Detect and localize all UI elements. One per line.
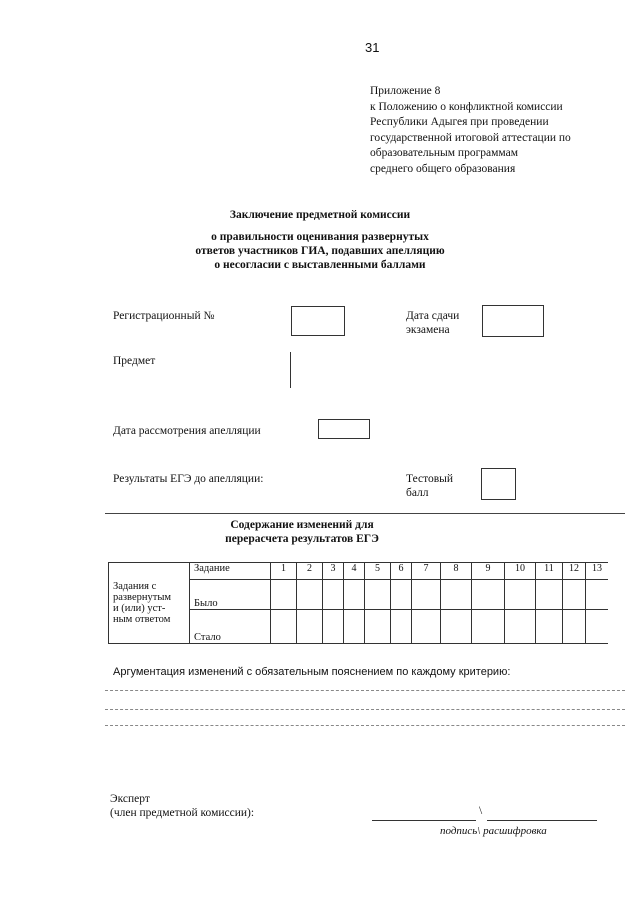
was-cell[interactable] (365, 580, 391, 610)
appendix-line: государственной итоговой аттестации по (370, 131, 571, 144)
reg-number-label: Регистрационный № (113, 310, 215, 322)
task-number: 1 (271, 563, 297, 580)
row-group-label-cell (109, 563, 190, 644)
task-number: 8 (441, 563, 472, 580)
appendix-line: среднего общего образования (370, 162, 516, 175)
was-cell[interactable] (271, 580, 297, 610)
became-cell[interactable] (441, 610, 472, 644)
task-number: 3 (323, 563, 344, 580)
argumentation-label: Аргументация изменений с обязательным пояснением по каждому критерию: (113, 666, 511, 678)
was-cell[interactable] (412, 580, 441, 610)
was-label: Было (194, 598, 218, 609)
was-cell[interactable] (586, 580, 609, 610)
changes-heading: перерасчета результатов ЕГЭ (225, 533, 379, 545)
test-score-field[interactable] (481, 468, 516, 500)
appendix-line: Приложение 8 (370, 85, 441, 97)
task-number: 9 (472, 563, 505, 580)
name-line[interactable] (487, 820, 597, 821)
became-cell[interactable] (365, 610, 391, 644)
became-cell[interactable] (505, 610, 536, 644)
became-cell[interactable] (297, 610, 323, 644)
task-label-cell (190, 563, 271, 580)
task-number: 2 (297, 563, 323, 580)
became-cell[interactable] (323, 610, 344, 644)
expert-label: Эксперт (110, 793, 150, 805)
reg-number-field[interactable] (291, 306, 345, 336)
appendix-line: образовательным программам (370, 147, 518, 159)
task-number: 11 (536, 563, 563, 580)
section-divider (105, 513, 625, 514)
was-cell[interactable] (297, 580, 323, 610)
task-number: 4 (344, 563, 365, 580)
became-cell[interactable] (271, 610, 297, 644)
exam-date-label: Дата сдачи (406, 310, 460, 322)
became-cell[interactable] (586, 610, 609, 644)
changes-table (108, 562, 608, 644)
task-number: 6 (391, 563, 412, 580)
signature-separator: \ (479, 805, 483, 817)
argumentation-line[interactable] (105, 725, 625, 726)
exam-date-field[interactable] (482, 305, 544, 337)
task-number: 7 (412, 563, 441, 580)
was-cell[interactable] (536, 580, 563, 610)
task-label: Задание (194, 563, 230, 574)
became-cell[interactable] (536, 610, 563, 644)
signature-line[interactable] (372, 820, 476, 821)
row-group-label: развернутым (113, 592, 172, 603)
was-cell[interactable] (505, 580, 536, 610)
row-group-label: Задания с (113, 581, 157, 592)
changes-heading: Содержание изменений для (230, 519, 374, 531)
argumentation-line[interactable] (105, 709, 625, 710)
was-cell[interactable] (323, 580, 344, 610)
appeal-date-label: Дата рассмотрения апелляции (113, 425, 261, 437)
test-score-label: балл (406, 487, 429, 499)
task-number: 12 (563, 563, 586, 580)
became-cell[interactable] (472, 610, 505, 644)
document-title: Заключение предметной комиссии (229, 209, 411, 221)
task-number: 5 (365, 563, 391, 580)
page-number: 31 (365, 40, 380, 55)
became-cell[interactable] (344, 610, 365, 644)
results-label: Результаты ЕГЭ до апелляции: (113, 473, 264, 485)
was-cell[interactable] (391, 580, 412, 610)
was-cell[interactable] (472, 580, 505, 610)
argumentation-line[interactable] (105, 690, 625, 691)
was-cell[interactable] (441, 580, 472, 610)
became-label: Стало (194, 632, 221, 643)
appeal-date-field[interactable] (318, 419, 370, 439)
was-cell[interactable] (563, 580, 586, 610)
subject-field[interactable] (290, 352, 291, 388)
signature-caption: подпись\ расшифровка (440, 825, 547, 837)
row-group-label: и (или) уст- (113, 603, 166, 614)
exam-date-label: экзамена (406, 324, 450, 336)
became-label-cell (190, 610, 271, 644)
became-cell[interactable] (391, 610, 412, 644)
appendix-header (370, 84, 571, 177)
became-cell[interactable] (563, 610, 586, 644)
document-subtitle-line: ответов участников ГИА, подавших апелляцию (195, 245, 445, 257)
appendix-line: Республики Адыгея при проведении (370, 116, 549, 128)
task-number: 13 (586, 563, 609, 580)
test-score-label: Тестовый (406, 473, 454, 485)
appendix-line: к Положению о конфликтной комиссии (370, 100, 563, 113)
commission-member-label: (член предметной комиссии): (110, 807, 255, 819)
was-cell[interactable] (344, 580, 365, 610)
became-cell[interactable] (412, 610, 441, 644)
was-label-cell (190, 580, 271, 610)
document-subtitle-line: о правильности оценивания развернутых (211, 231, 429, 243)
document-subtitle-line: о несогласии с выставленными баллами (214, 259, 426, 271)
row-group-label: ным ответом (113, 614, 171, 625)
subject-label: Предмет (113, 355, 156, 367)
task-number: 10 (505, 563, 536, 580)
